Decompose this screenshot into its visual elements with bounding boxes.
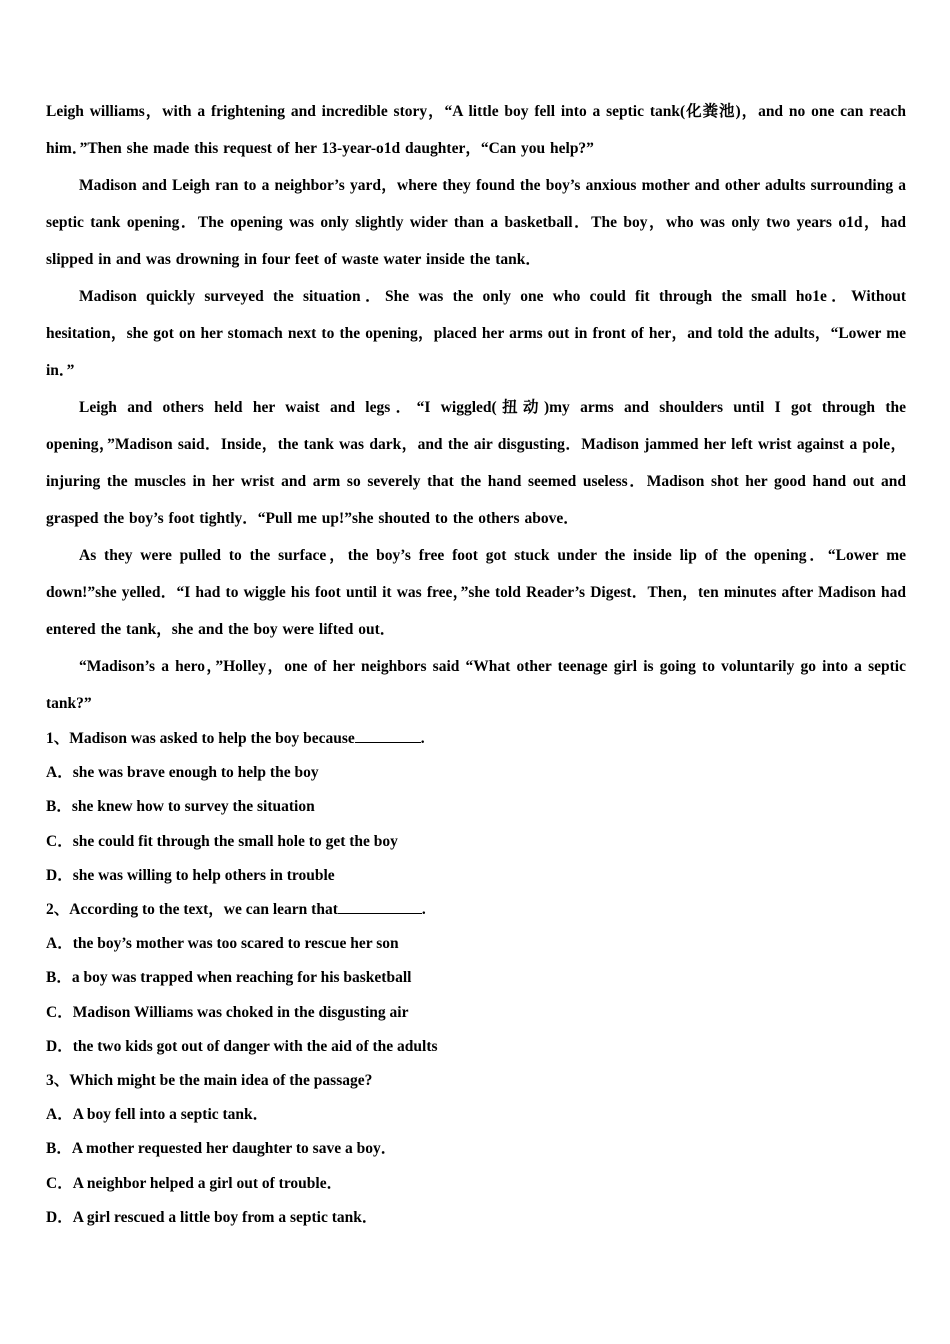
passage-paragraph: Leigh williams，with a frightening and incredible story，“A little boy fell into a septic tank(化粪池)，and no one can reach him．”Then she made this request of her 13-year-o1d daughter，“Can you help?” [46,103,906,157]
answer-blank [355,729,421,743]
option-a[interactable]: A．the boy’s mother was too scared to rescue her son [46,935,399,953]
question-stem-end: . [420,730,425,747]
reading-passage [46,93,906,722]
option-c[interactable]: C．she could fit through the small hole to get the boy [46,832,398,850]
document-page [46,93,906,1235]
question-2 [46,893,906,1064]
option-d[interactable]: D．she was willing to help others in trouble [46,866,335,884]
question-stem [46,893,906,927]
option-c[interactable]: C．Madison Williams was choked in the disgusting air [46,1003,409,1021]
question-1 [46,722,906,893]
option-b[interactable]: B．a boy was trapped when reaching for his basketball [46,969,412,987]
question-stem-text: 2、According to the text，we can learn that [46,901,338,919]
option-d[interactable]: D．the two kids got out of danger with the aid of the adults [46,1037,438,1055]
question-stem-end: . [421,901,426,919]
option-d[interactable]: D．A girl rescued a little boy from a septic tank． [46,1208,378,1226]
passage-paragraph: Leigh and others held her waist and legs．“I wiggled(扭动)my arms and shoulders until I got through the opening，”Madison said．Inside，the tank was dark，and the air disgusting．Madison jammed her left wrist against a pole，injuring the muscles in her wrist and arm so severely that the hand seemed useless．Madison shot her good hand out and grasped the boy’s foot tightly．“Pull me up!”she shouted to the others above． [46,399,906,527]
passage-paragraph: “Madison’s a hero，”Holley，one of her neighbors said “What other teenage girl is going to voluntarily go into a septic tank?” [46,658,906,712]
question-stem [46,722,906,756]
passage-paragraph: As they were pulled to the surface，the boy’s free foot got stuck under the inside lip of the opening．“Lower me down!”she yelled．“I had to wiggle his foot until it was free，”she told Reader’s Digest．Then，ten minutes after Madison had entered the tank，she and the boy were lifted out． [46,547,906,638]
option-b[interactable]: B．she knew how to survey the situation [46,798,315,816]
question-stem [46,1064,906,1098]
option-a[interactable]: A．A boy fell into a septic tank． [46,1106,269,1124]
passage-paragraph: Madison quickly surveyed the situation．She was the only one who could fit through the small ho1e．Without hesitation，she got on her stomach next to the opening，placed her arms out in front of her，and told the adults，“Lower me in．” [46,288,906,379]
question-3 [46,1064,906,1235]
question-stem-text: 3、Which might be the main idea of the passage? [46,1072,373,1090]
passage-paragraph: Madison and Leigh ran to a neighbor’s yard，where they found the boy’s anxious mother and other adults surrounding a septic tank opening．The opening was only slightly wider than a basketball．The boy，who was only two years o1d，had slipped in and was drowning in four feet of waste water inside the tank． [46,177,906,268]
option-c[interactable]: C．A neighbor helped a girl out of trouble． [46,1174,343,1192]
option-a[interactable]: A．she was brave enough to help the boy [46,764,319,782]
option-b[interactable]: B．A mother requested her daughter to save a boy． [46,1140,397,1158]
question-stem-text: 1、Madison was asked to help the boy because [46,730,355,747]
answer-blank [338,900,422,914]
